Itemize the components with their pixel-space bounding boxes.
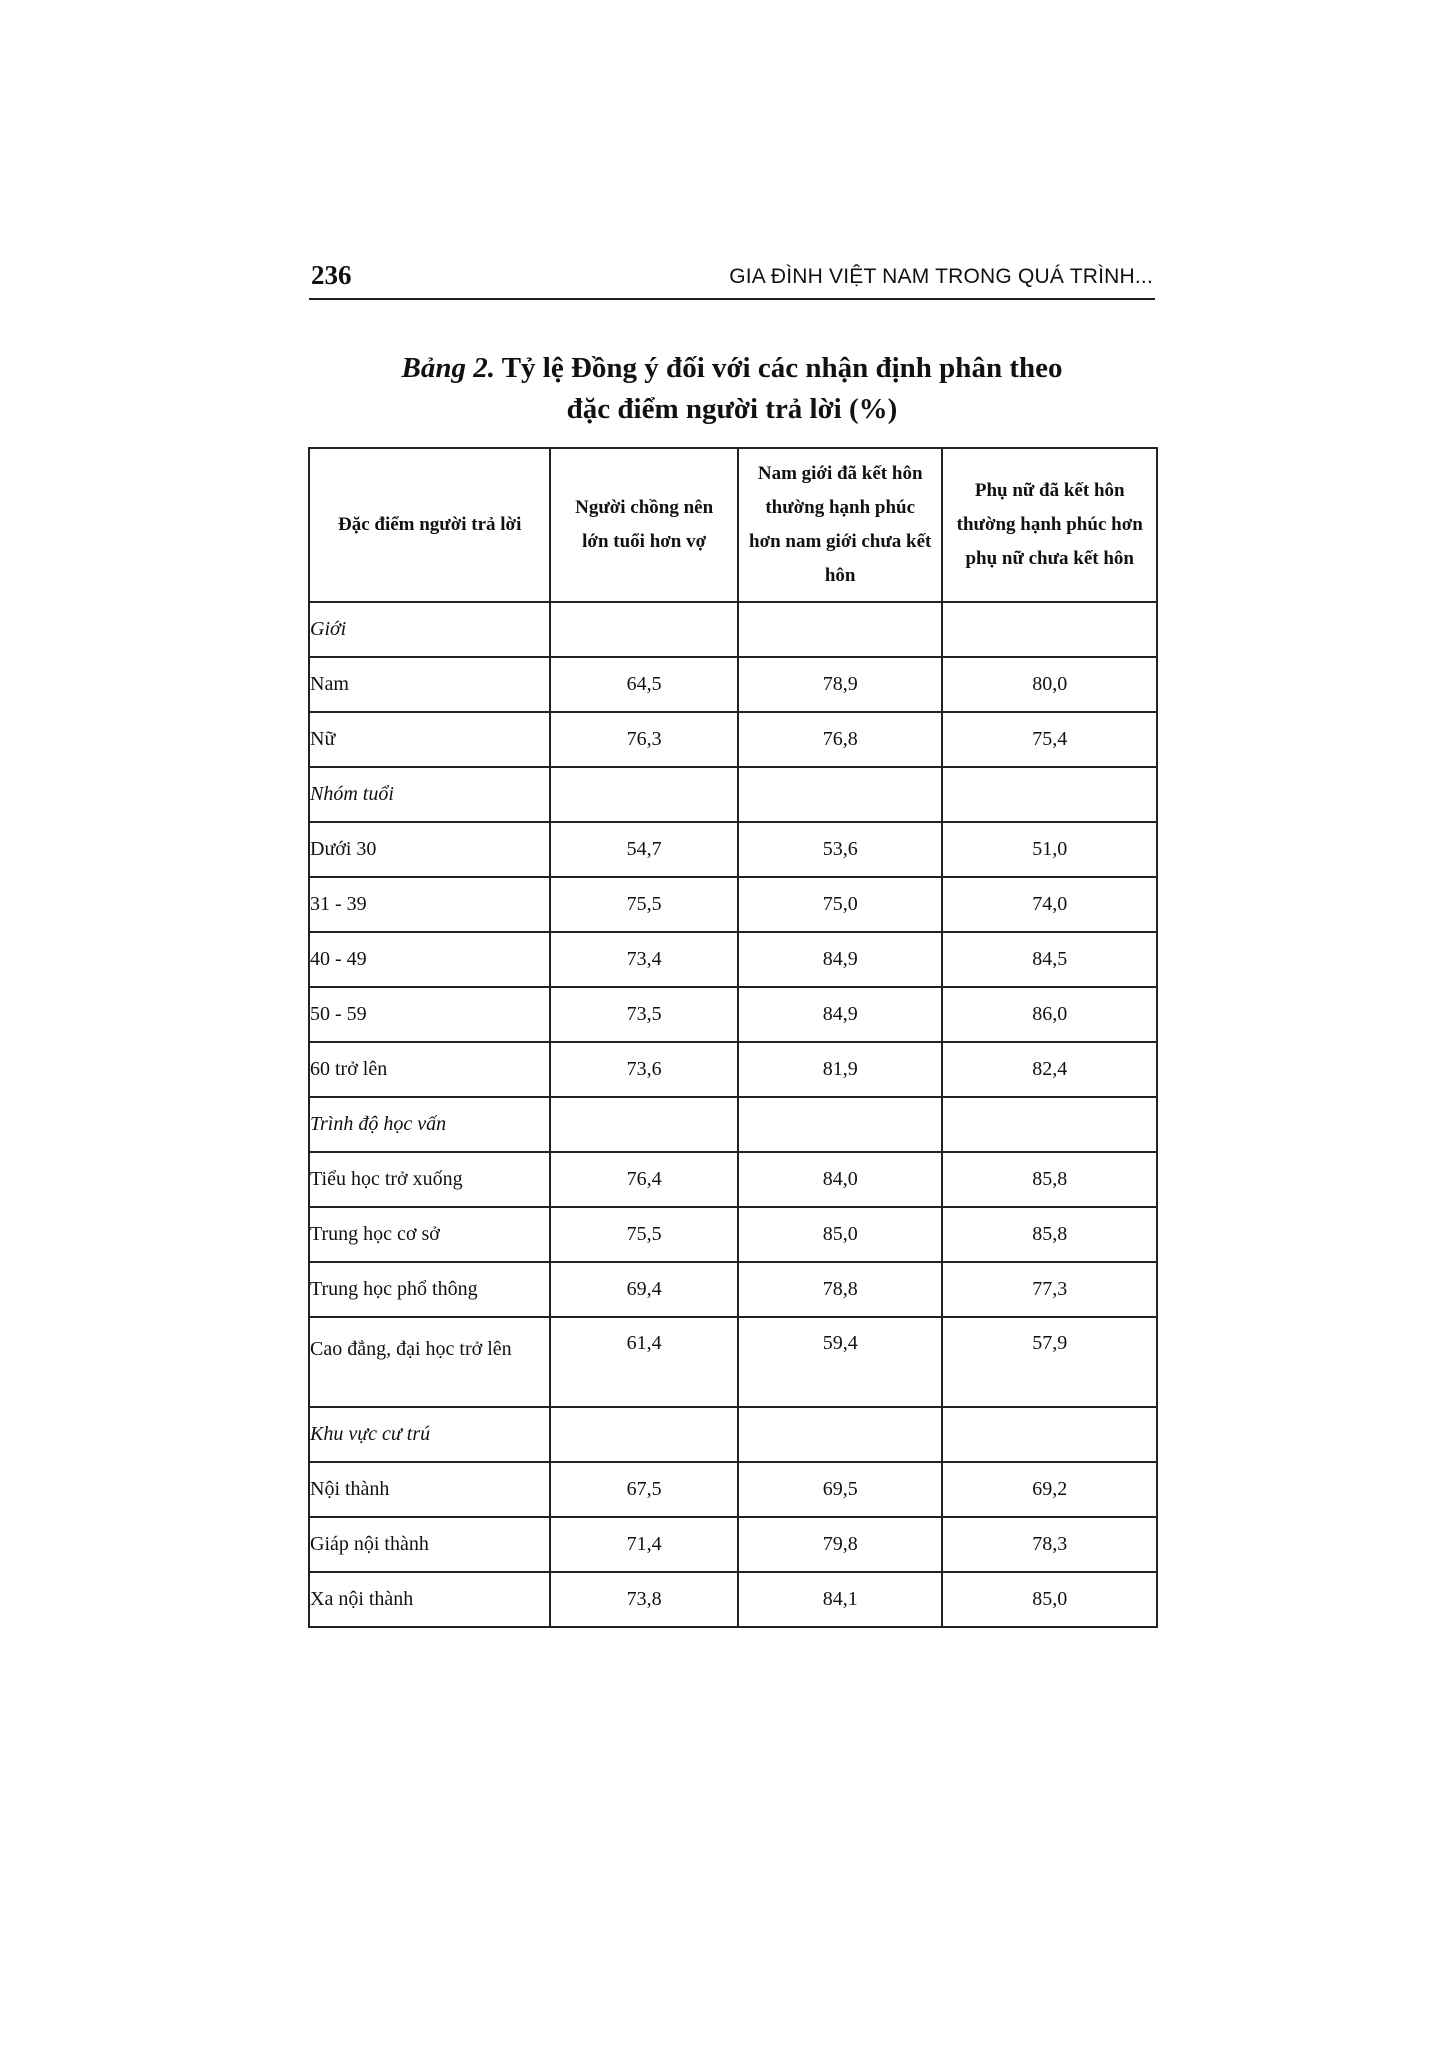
table-row: [309, 932, 1157, 987]
table-cell: 74,0: [942, 877, 1157, 932]
table-cell: 85,8: [942, 1152, 1157, 1207]
table-row: [309, 1517, 1157, 1572]
column-header: Đặc điểm người trả lời: [309, 448, 550, 602]
table-cell: 59,4: [738, 1317, 943, 1407]
table-group-row: [309, 1407, 1157, 1462]
table-row: [309, 877, 1157, 932]
table-cell: 85,0: [738, 1207, 943, 1262]
table-cell: [550, 1407, 738, 1462]
table-cell: 81,9: [738, 1042, 943, 1097]
table-cell: 54,7: [550, 822, 738, 877]
table-cell: 78,9: [738, 657, 943, 712]
row-label: Nữ: [309, 712, 550, 767]
table-cell: 76,4: [550, 1152, 738, 1207]
running-title: GIA ĐÌNH VIỆT NAM TRONG QUÁ TRÌNH...: [729, 265, 1153, 288]
row-label: Trung học phổ thông: [309, 1262, 550, 1317]
page-header: [309, 258, 1155, 300]
table-row: [309, 657, 1157, 712]
row-label: 40 - 49: [309, 932, 550, 987]
table-cell: 73,6: [550, 1042, 738, 1097]
table-title-line-2: đặc điểm người trả lời (%): [566, 393, 898, 425]
table-cell: 80,0: [942, 657, 1157, 712]
table-group-row: [309, 767, 1157, 822]
table-cell: 77,3: [942, 1262, 1157, 1317]
table-cell: 73,4: [550, 932, 738, 987]
table-cell: 78,8: [738, 1262, 943, 1317]
table-cell: 64,5: [550, 657, 738, 712]
column-header: Nam giới đã kết hôn thường hạnh phúc hơn nam giới chưa kết hôn: [738, 448, 943, 602]
table-cell: 85,8: [942, 1207, 1157, 1262]
table-title: [309, 348, 1155, 430]
table-cell: 86,0: [942, 987, 1157, 1042]
column-header: Phụ nữ đã kết hôn thường hạnh phúc hơn phụ nữ chưa kết hôn: [942, 448, 1157, 602]
table-cell: 69,4: [550, 1262, 738, 1317]
table-row: [309, 1317, 1157, 1407]
table-cell: 61,4: [550, 1317, 738, 1407]
table-cell: [942, 767, 1157, 822]
table-cell: 73,5: [550, 987, 738, 1042]
table-cell: 75,5: [550, 1207, 738, 1262]
row-label: 60 trở lên: [309, 1042, 550, 1097]
table-cell: 71,4: [550, 1517, 738, 1572]
table-cell: 69,2: [942, 1462, 1157, 1517]
table-row: [309, 1572, 1157, 1627]
table-cell: [550, 1097, 738, 1152]
column-header: Người chồng nên lớn tuổi hơn vợ: [550, 448, 738, 602]
row-label: Dưới 30: [309, 822, 550, 877]
table-cell: 57,9: [942, 1317, 1157, 1407]
table-row: [309, 1152, 1157, 1207]
table-row: [309, 1207, 1157, 1262]
table-cell: 82,4: [942, 1042, 1157, 1097]
row-label: 31 - 39: [309, 877, 550, 932]
table-title-label: Bảng 2.: [401, 352, 495, 384]
row-label: Cao đẳng, đại học trở lên: [309, 1317, 550, 1407]
table-cell: 84,0: [738, 1152, 943, 1207]
table-row: [309, 987, 1157, 1042]
table-header-row: [309, 448, 1157, 602]
table-cell: [738, 1407, 943, 1462]
table-cell: [738, 767, 943, 822]
table-group-row: [309, 1097, 1157, 1152]
row-label: Nội thành: [309, 1462, 550, 1517]
table-cell: 69,5: [738, 1462, 943, 1517]
table-cell: 76,8: [738, 712, 943, 767]
table-cell: [942, 1407, 1157, 1462]
table-body: [309, 602, 1157, 1627]
table-cell: [550, 602, 738, 657]
group-label: Nhóm tuổi: [309, 767, 550, 822]
table-cell: 53,6: [738, 822, 943, 877]
table-title-line-1: [309, 348, 1155, 389]
table-group-row: [309, 602, 1157, 657]
table-cell: 67,5: [550, 1462, 738, 1517]
table-cell: 84,9: [738, 987, 943, 1042]
row-label: Xa nội thành: [309, 1572, 550, 1627]
table-row: [309, 822, 1157, 877]
table-cell: 84,1: [738, 1572, 943, 1627]
table-cell: 79,8: [738, 1517, 943, 1572]
table-row: [309, 712, 1157, 767]
table-cell: 75,5: [550, 877, 738, 932]
table-cell: [942, 602, 1157, 657]
table-title-text: Tỷ lệ Đồng ý đối với các nhận định phân theo: [501, 352, 1063, 384]
group-label: Trình độ học vấn: [309, 1097, 550, 1152]
table-cell: 84,5: [942, 932, 1157, 987]
table-row: [309, 1042, 1157, 1097]
table-row: [309, 1262, 1157, 1317]
row-label: Nam: [309, 657, 550, 712]
table-cell: 75,4: [942, 712, 1157, 767]
table-cell: 51,0: [942, 822, 1157, 877]
table-cell: [550, 767, 738, 822]
table-cell: 84,9: [738, 932, 943, 987]
table-cell: 73,8: [550, 1572, 738, 1627]
data-table: [308, 447, 1158, 1628]
table-cell: 76,3: [550, 712, 738, 767]
row-label: Tiểu học trở xuống: [309, 1152, 550, 1207]
group-label: Giới: [309, 602, 550, 657]
table-cell: [738, 1097, 943, 1152]
table-cell: [942, 1097, 1157, 1152]
table-cell: 85,0: [942, 1572, 1157, 1627]
table-cell: [738, 602, 943, 657]
row-label: Trung học cơ sở: [309, 1207, 550, 1262]
page-number: 236: [311, 260, 352, 290]
table-cell: 75,0: [738, 877, 943, 932]
group-label: Khu vực cư trú: [309, 1407, 550, 1462]
row-label: 50 - 59: [309, 987, 550, 1042]
table-row: [309, 1462, 1157, 1517]
table-cell: 78,3: [942, 1517, 1157, 1572]
row-label: Giáp nội thành: [309, 1517, 550, 1572]
